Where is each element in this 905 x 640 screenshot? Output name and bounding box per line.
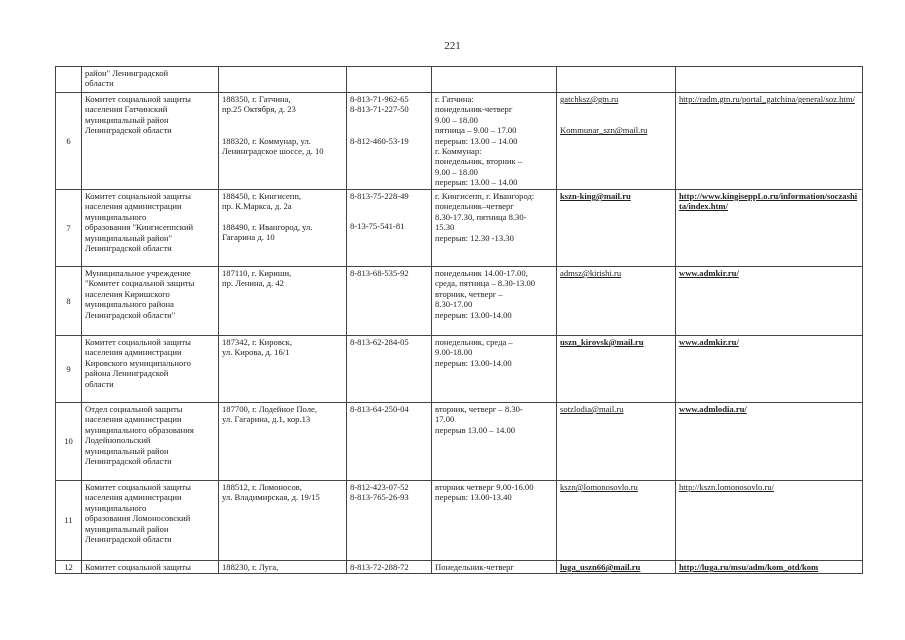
address: 187110, г. Кириши, пр. Ленина, д. 42 — [219, 267, 347, 336]
website-link[interactable]: http://radm.gtn.ru/portal_gatchina/general/soz.htm/ — [679, 94, 855, 104]
website — [676, 403, 863, 481]
email — [557, 190, 676, 267]
phone — [347, 93, 432, 190]
email-link[interactable]: kszn-king@mail.ru — [560, 191, 631, 201]
website — [676, 267, 863, 336]
address: 187700, г. Лодейное Поле, ул. Гагарина, д.1, кор.13 — [219, 403, 347, 481]
website — [676, 336, 863, 403]
address-main: 188350, г. Гатчина, пр.25 Октября, д. 23 — [222, 94, 296, 115]
website — [676, 561, 863, 574]
hours — [432, 67, 557, 93]
email-link[interactable]: luga_uszn66@mail.ru — [560, 562, 641, 572]
website-link[interactable]: www.admkir.ru/ — [679, 268, 739, 278]
table-row — [56, 190, 863, 267]
address: 187342, г. Кировск, ул. Кирова, д. 16/1 — [219, 336, 347, 403]
org-name: район" Ленинградской области — [82, 67, 219, 93]
org-name: Комитет социальной защиты населения администрации муниципального образования Ломоносовский муниципальный район Ленинградской области — [82, 481, 219, 561]
table-row — [56, 67, 863, 93]
email-link[interactable]: admsz@kirishi.ru — [560, 268, 622, 278]
phone: 8-813-72-288-72 — [347, 561, 432, 574]
website — [676, 481, 863, 561]
address-branch: 188320, г. Коммунар, ул. Ленинградское шоссе, д. 10 — [222, 135, 324, 157]
hours: вторник, четверг – 8.30- 17.00 перерыв 13.00 – 14.00 — [432, 403, 557, 481]
phone: 8-813-64-250-04 — [347, 403, 432, 481]
table-row — [56, 481, 863, 561]
table-row — [56, 267, 863, 336]
row-number: 11 — [56, 481, 82, 561]
website — [676, 93, 863, 190]
email — [557, 336, 676, 403]
hours: г. Кингисепп, г. Ивангород: понедельник–четверг 8.30-17.30, пятница 8.30- 15.30 перерыв: 12.30 -13.30 — [432, 190, 557, 267]
email — [557, 481, 676, 561]
contacts-table — [55, 66, 863, 574]
org-name: Отдел социальной защиты населения администрации муниципального образования Лодейнопольский муниципальный район Ленинградской области — [82, 403, 219, 481]
org-name: Комитет социальной защиты населения администрации Кировского муниципального района Ленинградской области — [82, 336, 219, 403]
table-row — [56, 403, 863, 481]
phone-branch: 8-812-460-53-19 — [350, 135, 409, 146]
website — [676, 67, 863, 93]
org-name: Муниципальное учреждение "Комитет социальной защиты населения Киришского муниципального района Ленинградской области" — [82, 267, 219, 336]
page-number: 221 — [444, 40, 461, 52]
email-link[interactable]: gatchksz@gtn.ru — [560, 94, 619, 104]
row-number: 10 — [56, 403, 82, 481]
email — [557, 267, 676, 336]
table-row — [56, 93, 863, 190]
phone-branch: 8-13-75-541-81 — [350, 221, 405, 232]
website-link[interactable]: www.admkir.ru/ — [679, 337, 739, 347]
hours: понедельник 14.00-17.00, среда, пятница – 8.30-13.00 вторник, четверг – 8.30-17.00 перерыв: 13.00-14.00 — [432, 267, 557, 336]
website-link[interactable]: http://luga.ru/msu/adm/kom_otd/kom — [679, 562, 819, 572]
website — [676, 190, 863, 267]
website-link[interactable]: http://www.kingiseppLo.ru/information/soczashita/index.htm/ — [679, 191, 858, 212]
phone — [347, 190, 432, 267]
table-row — [56, 336, 863, 403]
hours: Понедельник-четверг — [432, 561, 557, 574]
hours: понедельник, среда – 9.00-18.00 перерыв: 13.00-14.00 — [432, 336, 557, 403]
table-row — [56, 561, 863, 574]
hours: г. Гатчина: понедельник-четверг 9.00 – 18.00 пятница – 9.00 – 17.00 перерыв: 13.00 – 14.00 г. Коммунар: понедельник, вторник – 9.00 – 18.00 перерыв: 13.00 – 14.00 — [432, 93, 557, 190]
email-link-branch[interactable]: Kommunar_szn@mail.ru — [560, 125, 648, 136]
row-number: 12 — [56, 561, 82, 574]
email-link[interactable]: uszn_kirovsk@mail.ru — [560, 337, 644, 347]
email — [557, 93, 676, 190]
phone: 8-813-62-284-05 — [347, 336, 432, 403]
row-number: 9 — [56, 336, 82, 403]
phone: 8-812-423-07-52 8-813-765-26-93 — [347, 481, 432, 561]
row-number: 8 — [56, 267, 82, 336]
email-link[interactable]: kszn@lomonosovlo.ru — [560, 482, 638, 492]
hours: вторник четверг 9.00-16.00 перерыв: 13.00-13.40 — [432, 481, 557, 561]
address-branch: 188490, г. Ивангород, ул. Гагарина д. 10 — [222, 221, 313, 243]
org-name: Комитет социальной защиты населения администрации муниципального образования "Кингисеппский муниципальный район" Ленинградской области — [82, 190, 219, 267]
email — [557, 403, 676, 481]
website-link[interactable]: http://kszn.lomonosovlo.ru/ — [679, 482, 775, 492]
address — [219, 67, 347, 93]
email — [557, 67, 676, 93]
address-main: 188450, г. Кингисепп, пр. К.Маркса, д. 2а — [222, 191, 302, 212]
row-number — [56, 67, 82, 93]
phone-main: 8-813-71-962-65 8-813-71-227-50 — [350, 94, 409, 115]
phone-main: 8-813-75-228-49 — [350, 191, 409, 201]
phone: 8-813-68-535-92 — [347, 267, 432, 336]
phone — [347, 67, 432, 93]
address: 188512, г. Ломоносов, ул. Владимирская, д. 19/15 — [219, 481, 347, 561]
website-link[interactable]: www.admlodia.ru/ — [679, 404, 747, 414]
email-link[interactable]: sotzlodia@mail.ru — [560, 404, 624, 414]
address: 188230, г. Луга, — [219, 561, 347, 574]
row-number: 7 — [56, 190, 82, 267]
org-name: Комитет социальной защиты — [82, 561, 219, 574]
org-name: Комитет социальной защиты населения Гатчинский муниципальный район Ленинградской области — [82, 93, 219, 190]
row-number: 6 — [56, 93, 82, 190]
address — [219, 190, 347, 267]
address — [219, 93, 347, 190]
email — [557, 561, 676, 574]
